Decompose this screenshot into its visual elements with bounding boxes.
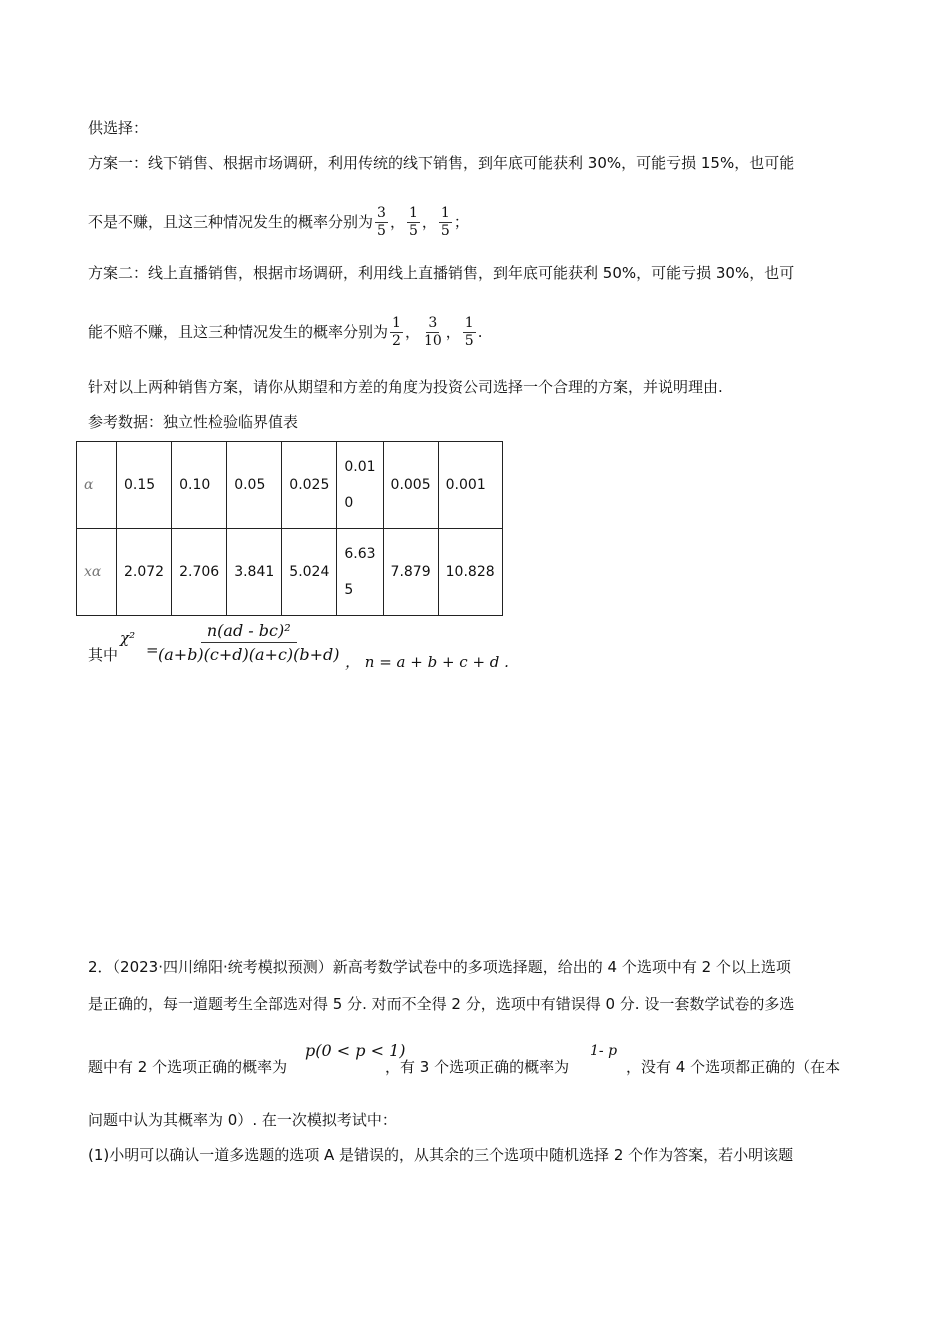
plan2-line1: 方案二：线上直播销售，根据市场调研，利用线上直播销售，到年底可能获利 50%，可能亏损 30%，也可 <box>88 264 795 282</box>
alpha-cell: 0.005 <box>383 442 438 529</box>
plan2-line2: 能不赔不赚，且这三种情况发生的概率分别为 $\frac{1}{2}$ ， $\frac{3}{10}$ ， $\frac{1}{5}$ . <box>88 314 483 349</box>
plan1-prob-1: $\frac{3}{5}$ <box>377 204 386 239</box>
formula-prefix: 其中 <box>88 646 119 664</box>
plan1-line1: 方案一：线下销售、根据市场调研，利用传统的线下销售，到年底可能获利 30%，可能亏损 15%，也可能 <box>88 154 795 172</box>
x-header: xα <box>77 529 117 616</box>
q2-line2: 是正确的，每一道题考生全部选对得 5 分. 对而不全得 2 分，选项中有错误得 0 分. 设一套数学试卷的多选 <box>88 995 795 1013</box>
alpha-header: α <box>77 442 117 529</box>
x-cell: 3.841 <box>227 529 282 616</box>
x-cell: 6.63 5 <box>337 529 383 616</box>
q2-line4: 问题中认为其概率为 0）. 在一次模拟考试中： <box>88 1111 397 1129</box>
x-cell: 2.072 <box>117 529 172 616</box>
formula-denominator: (a+b)(c+d)(a+c)(b+d) <box>158 645 340 664</box>
x-cell: 7.879 <box>383 529 438 616</box>
critical-value-table <box>76 441 503 616</box>
plan2-line2-text: 能不赔不赚，且这三种情况发生的概率分别为 <box>88 323 389 341</box>
alpha-cell: 0.025 <box>282 442 337 529</box>
q2-line5: (1)小明可以确认一道多选题的选项 A 是错误的，从其余的三个选项中随机选择 2 个作为答案，若小明该题 <box>88 1146 794 1164</box>
x-cell: 5.024 <box>282 529 337 616</box>
table-row-alpha <box>77 442 503 529</box>
q2-line3-b: ，有 3 个选项正确的概率为 <box>385 1058 570 1076</box>
x-cell: 2.706 <box>172 529 227 616</box>
chi-symbol: χ² <box>120 629 136 647</box>
q2-line3-a: 题中有 2 个选项正确的概率为 <box>88 1058 288 1076</box>
table-row-x <box>77 529 503 616</box>
reference-caption: 参考数据：独立性检验临界值表 <box>88 413 299 431</box>
plan2-prob-1: $\frac{1}{2}$ <box>392 314 401 349</box>
alpha-cell: 0.001 <box>438 442 502 529</box>
equals-sign: = <box>146 641 159 659</box>
q2-line1: 2．（2023·四川绵阳·统考模拟预测）新高考数学试卷中的多项选择题，给出的 4 个选项中有 2 个以上选项 <box>88 958 791 976</box>
plan1-prob-2: $\frac{1}{5}$ <box>408 204 418 239</box>
formula-numerator: n(ad - bc)² <box>201 620 297 643</box>
n-definition: ， n = a + b + c + d . <box>345 653 509 671</box>
alpha-cell: 0.15 <box>117 442 172 529</box>
q2-one-minus-p: 1- p <box>590 1043 618 1059</box>
plan1-prob-3: $\frac{1}{5}$ <box>440 204 450 239</box>
plan2-prob-3: $\frac{1}{5}$ <box>464 314 474 349</box>
chi-square-formula <box>158 620 340 667</box>
plan2-prob-2: $\frac{3}{10}$ <box>423 314 442 349</box>
plan1-line2: 不是不赚，且这三种情况发生的概率分别为 $\frac{3}{5}$ ， $\frac{1}{5}$ ， $\frac{1}{5}$ ； <box>88 204 469 239</box>
question-text: 针对以上两种销售方案，请你从期望和方差的角度为投资公司选择一个合理的方案，并说明理由. <box>88 378 723 396</box>
alpha-cell: 0.05 <box>227 442 282 529</box>
x-cell: 10.828 <box>438 529 502 616</box>
intro-text: 供选择： <box>88 119 149 137</box>
q2-p-range: p(0 < p < 1) <box>305 1041 406 1060</box>
plan1-line2-text: 不是不赚，且这三种情况发生的概率分别为 <box>88 213 374 231</box>
alpha-cell: 0.01 0 <box>337 442 383 529</box>
alpha-cell: 0.10 <box>172 442 227 529</box>
q2-line3-c: ，没有 4 个选项都正确的（在本 <box>626 1058 841 1076</box>
